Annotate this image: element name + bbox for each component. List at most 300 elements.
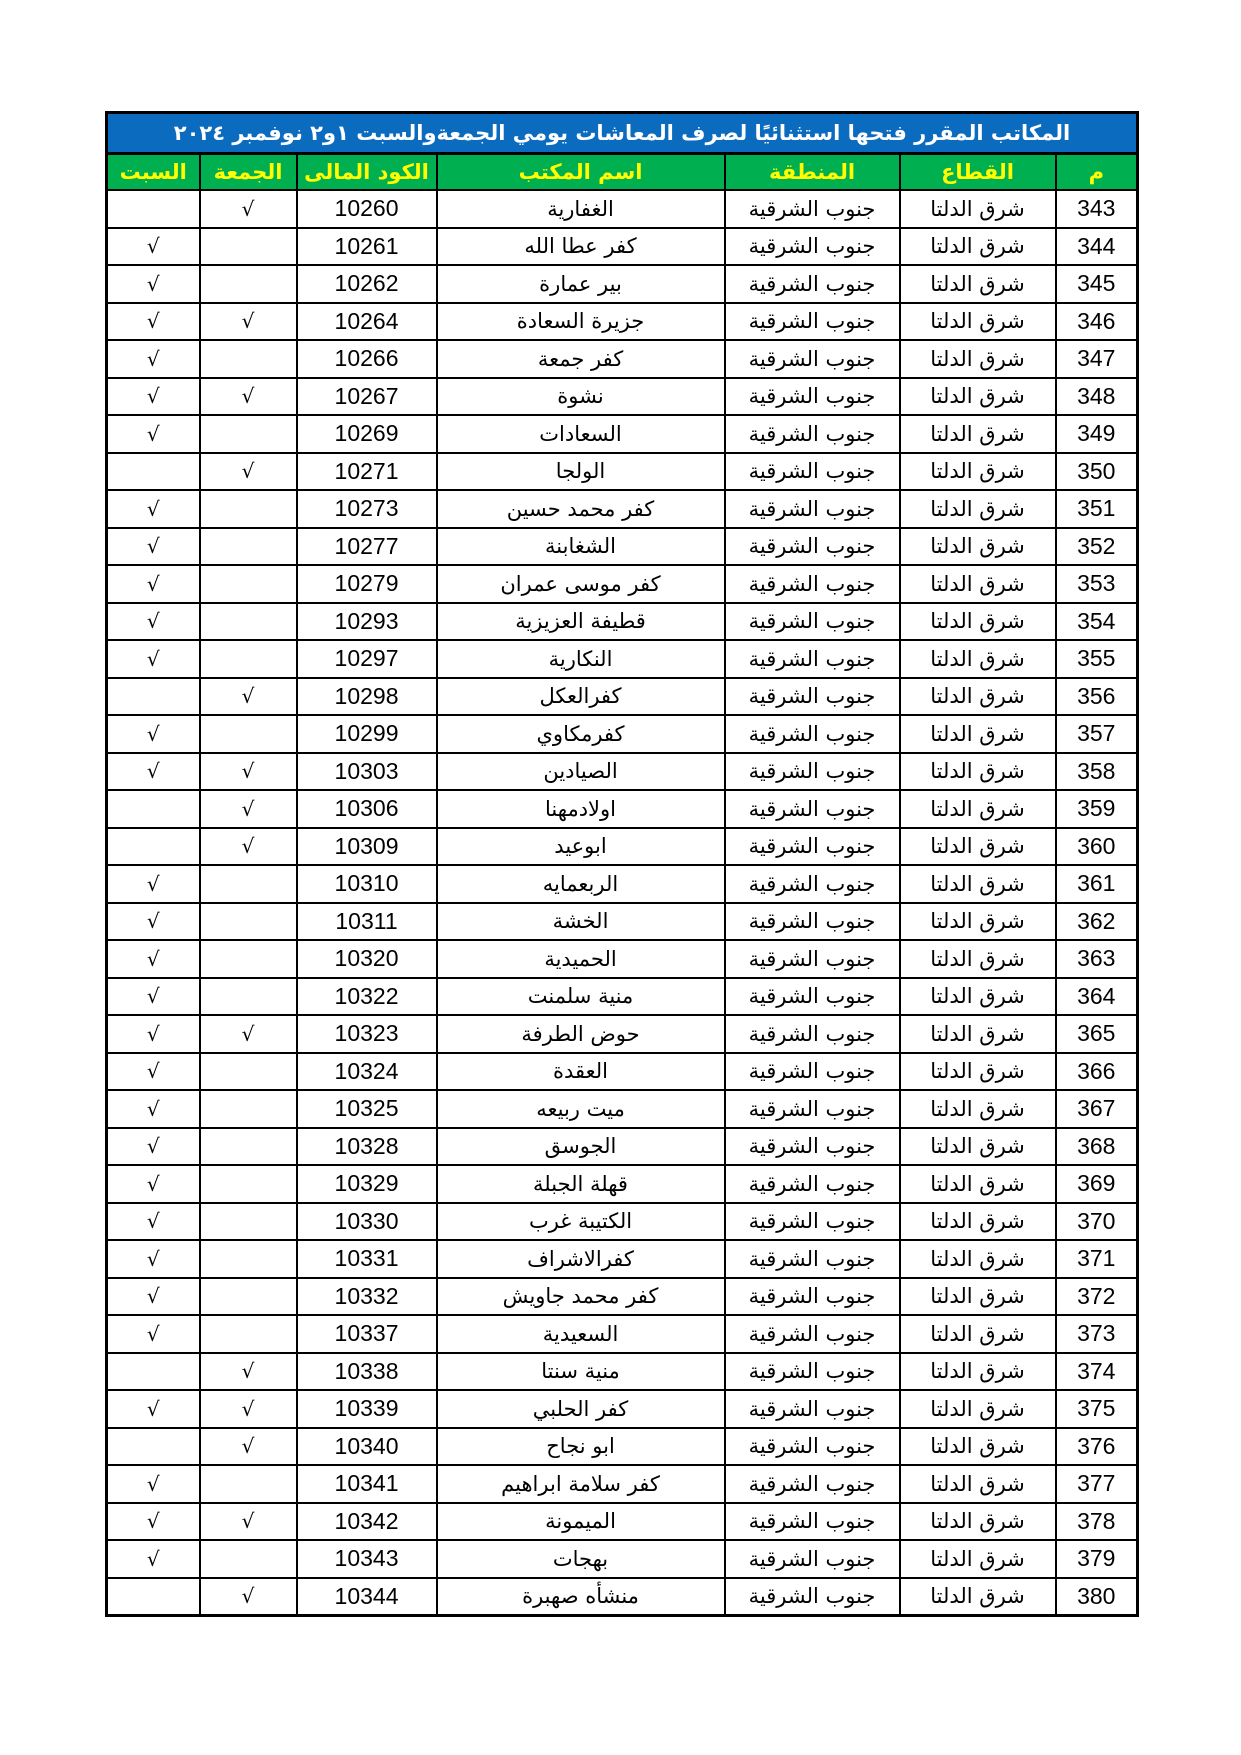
row-number: 343 (1056, 190, 1138, 228)
saturday-check-cell (107, 1503, 200, 1541)
friday-check-cell (200, 1165, 297, 1203)
friday-check-cell (200, 228, 297, 266)
sector-cell: شرق الدلتا (900, 1165, 1056, 1203)
check-mark-icon: √ (241, 1509, 255, 1534)
table-row (107, 190, 1138, 228)
friday-check-cell (200, 1128, 297, 1166)
saturday-check-cell (107, 790, 200, 828)
header-sector: القطاع (900, 154, 1056, 191)
saturday-check-cell (107, 678, 200, 716)
row-number: 350 (1056, 453, 1138, 491)
saturday-check-cell (107, 1578, 200, 1616)
financial-code-cell: 10338 (297, 1353, 437, 1391)
table-row (107, 1278, 1138, 1316)
office-name-cell: النكارية (437, 640, 725, 678)
row-number: 378 (1056, 1503, 1138, 1541)
check-mark-icon: √ (146, 1509, 160, 1534)
office-name-cell: منية سلمنت (437, 978, 725, 1016)
table-row (107, 753, 1138, 791)
area-cell: جنوب الشرقية (725, 828, 900, 866)
area-cell: جنوب الشرقية (725, 715, 900, 753)
financial-code-cell: 10309 (297, 828, 437, 866)
sector-cell: شرق الدلتا (900, 303, 1056, 341)
area-cell: جنوب الشرقية (725, 903, 900, 941)
sector-cell: شرق الدلتا (900, 453, 1056, 491)
office-name-cell: الميمونة (437, 1503, 725, 1541)
financial-code-cell: 10260 (297, 190, 437, 228)
check-mark-icon: √ (241, 309, 255, 334)
office-name-cell: كفر جمعة (437, 340, 725, 378)
check-mark-icon: √ (146, 1134, 160, 1159)
check-mark-icon: √ (241, 1584, 255, 1609)
table-row (107, 790, 1138, 828)
financial-code-cell: 10332 (297, 1278, 437, 1316)
saturday-check-cell (107, 715, 200, 753)
row-number: 344 (1056, 228, 1138, 266)
friday-check-cell (200, 603, 297, 641)
area-cell: جنوب الشرقية (725, 190, 900, 228)
check-mark-icon: √ (146, 909, 160, 934)
sector-cell: شرق الدلتا (900, 1278, 1056, 1316)
row-number: 360 (1056, 828, 1138, 866)
financial-code-cell: 10339 (297, 1390, 437, 1428)
area-cell: جنوب الشرقية (725, 453, 900, 491)
table-title: المكاتب المقرر فتحها استثنائيًا لصرف المعاشات يومي الجمعةوالسبت ١و٢ نوفمبر ٢٠٢٤ (107, 113, 1138, 154)
friday-check-cell (200, 1428, 297, 1466)
saturday-check-cell (107, 1465, 200, 1503)
table-row (107, 1503, 1138, 1541)
saturday-check-cell (107, 1390, 200, 1428)
row-number: 359 (1056, 790, 1138, 828)
saturday-check-cell (107, 1165, 200, 1203)
area-cell: جنوب الشرقية (725, 640, 900, 678)
friday-check-cell (200, 828, 297, 866)
table-row (107, 603, 1138, 641)
financial-code-cell: 10328 (297, 1128, 437, 1166)
saturday-check-cell (107, 1128, 200, 1166)
friday-check-cell (200, 190, 297, 228)
office-name-cell: كفر الحلبي (437, 1390, 725, 1428)
saturday-check-cell (107, 490, 200, 528)
area-cell: جنوب الشرقية (725, 1578, 900, 1616)
header-code: الكود المالى (297, 154, 437, 191)
row-number: 370 (1056, 1203, 1138, 1241)
table-row (107, 565, 1138, 603)
table-row (107, 1315, 1138, 1353)
office-name-cell: كفر سلامة ابراهيم (437, 1465, 725, 1503)
office-name-cell: نشوة (437, 378, 725, 416)
financial-code-cell: 10330 (297, 1203, 437, 1241)
area-cell: جنوب الشرقية (725, 265, 900, 303)
sector-cell: شرق الدلتا (900, 1503, 1056, 1541)
sector-cell: شرق الدلتا (900, 1240, 1056, 1278)
check-mark-icon: √ (241, 834, 255, 859)
financial-code-cell: 10324 (297, 1053, 437, 1091)
financial-code-cell: 10344 (297, 1578, 437, 1616)
financial-code-cell: 10303 (297, 753, 437, 791)
office-name-cell: ميت ربيعه (437, 1090, 725, 1128)
area-cell: جنوب الشرقية (725, 1278, 900, 1316)
sector-cell: شرق الدلتا (900, 1315, 1056, 1353)
row-number: 348 (1056, 378, 1138, 416)
friday-check-cell (200, 1015, 297, 1053)
header-area: المنطقة (725, 154, 900, 191)
saturday-check-cell (107, 1053, 200, 1091)
saturday-check-cell (107, 978, 200, 1016)
header-no: م (1056, 154, 1138, 191)
area-cell: جنوب الشرقية (725, 1353, 900, 1391)
sector-cell: شرق الدلتا (900, 978, 1056, 1016)
sector-cell: شرق الدلتا (900, 1015, 1056, 1053)
check-mark-icon: √ (146, 571, 160, 596)
table-row (107, 415, 1138, 453)
sector-cell: شرق الدلتا (900, 415, 1056, 453)
row-number: 374 (1056, 1353, 1138, 1391)
sector-cell: شرق الدلتا (900, 1053, 1056, 1091)
sector-cell: شرق الدلتا (900, 828, 1056, 866)
friday-check-cell (200, 1503, 297, 1541)
header-office: اسم المكتب (437, 154, 725, 191)
table-row (107, 265, 1138, 303)
office-name-cell: الربعمايه (437, 865, 725, 903)
check-mark-icon: √ (146, 1209, 160, 1234)
friday-check-cell (200, 1090, 297, 1128)
saturday-check-cell (107, 228, 200, 266)
friday-check-cell (200, 265, 297, 303)
row-number: 365 (1056, 1015, 1138, 1053)
saturday-check-cell (107, 1315, 200, 1353)
sector-cell: شرق الدلتا (900, 1203, 1056, 1241)
table-row (107, 865, 1138, 903)
check-mark-icon: √ (146, 759, 160, 784)
table-row (107, 678, 1138, 716)
friday-check-cell (200, 640, 297, 678)
sector-cell: شرق الدلتا (900, 1128, 1056, 1166)
saturday-check-cell (107, 340, 200, 378)
row-number: 351 (1056, 490, 1138, 528)
financial-code-cell: 10267 (297, 378, 437, 416)
office-name-cell: العقدة (437, 1053, 725, 1091)
check-mark-icon: √ (146, 1059, 160, 1084)
friday-check-cell (200, 1203, 297, 1241)
area-cell: جنوب الشرقية (725, 678, 900, 716)
saturday-check-cell (107, 1090, 200, 1128)
area-cell: جنوب الشرقية (725, 1128, 900, 1166)
sector-cell: شرق الدلتا (900, 190, 1056, 228)
office-name-cell: جزيرة السعادة (437, 303, 725, 341)
saturday-check-cell (107, 1540, 200, 1578)
area-cell: جنوب الشرقية (725, 528, 900, 566)
financial-code-cell: 10306 (297, 790, 437, 828)
sector-cell: شرق الدلتا (900, 1090, 1056, 1128)
row-number: 372 (1056, 1278, 1138, 1316)
friday-check-cell (200, 903, 297, 941)
area-cell: جنوب الشرقية (725, 1240, 900, 1278)
friday-check-cell (200, 1353, 297, 1391)
sector-cell: شرق الدلتا (900, 715, 1056, 753)
area-cell: جنوب الشرقية (725, 1090, 900, 1128)
row-number: 371 (1056, 1240, 1138, 1278)
check-mark-icon: √ (146, 421, 160, 446)
check-mark-icon: √ (146, 646, 160, 671)
financial-code-cell: 10266 (297, 340, 437, 378)
area-cell: جنوب الشرقية (725, 1428, 900, 1466)
area-cell: جنوب الشرقية (725, 490, 900, 528)
friday-check-cell (200, 1278, 297, 1316)
check-mark-icon: √ (241, 1434, 255, 1459)
area-cell: جنوب الشرقية (725, 228, 900, 266)
row-number: 364 (1056, 978, 1138, 1016)
sector-cell: شرق الدلتا (900, 940, 1056, 978)
check-mark-icon: √ (146, 871, 160, 896)
row-number: 354 (1056, 603, 1138, 641)
financial-code-cell: 10261 (297, 228, 437, 266)
friday-check-cell (200, 303, 297, 341)
saturday-check-cell (107, 1278, 200, 1316)
table-row (107, 715, 1138, 753)
check-mark-icon: √ (241, 1396, 255, 1421)
office-name-cell: الخشة (437, 903, 725, 941)
table-row (107, 303, 1138, 341)
row-number: 363 (1056, 940, 1138, 978)
check-mark-icon: √ (146, 346, 160, 371)
office-name-cell: كفرالعكل (437, 678, 725, 716)
table-row (107, 1015, 1138, 1053)
row-number: 345 (1056, 265, 1138, 303)
area-cell: جنوب الشرقية (725, 340, 900, 378)
check-mark-icon: √ (241, 459, 255, 484)
check-mark-icon: √ (146, 234, 160, 259)
saturday-check-cell (107, 190, 200, 228)
office-name-cell: حوض الطرفة (437, 1015, 725, 1053)
friday-check-cell (200, 453, 297, 491)
financial-code-cell: 10262 (297, 265, 437, 303)
office-name-cell: بير عمارة (437, 265, 725, 303)
table-row (107, 453, 1138, 491)
table-row (107, 1465, 1138, 1503)
area-cell: جنوب الشرقية (725, 1503, 900, 1541)
office-name-cell: الجوسق (437, 1128, 725, 1166)
financial-code-cell: 10293 (297, 603, 437, 641)
sector-cell: شرق الدلتا (900, 1390, 1056, 1428)
office-name-cell: الغفارية (437, 190, 725, 228)
friday-check-cell (200, 753, 297, 791)
friday-check-cell (200, 340, 297, 378)
office-name-cell: كفر موسى عمران (437, 565, 725, 603)
financial-code-cell: 10269 (297, 415, 437, 453)
saturday-check-cell (107, 603, 200, 641)
check-mark-icon: √ (146, 496, 160, 521)
check-mark-icon: √ (146, 1396, 160, 1421)
office-name-cell: الولجا (437, 453, 725, 491)
office-name-cell: منشأه صهبرة (437, 1578, 725, 1616)
sector-cell: شرق الدلتا (900, 903, 1056, 941)
saturday-check-cell (107, 528, 200, 566)
financial-code-cell: 10322 (297, 978, 437, 1016)
check-mark-icon: √ (146, 384, 160, 409)
saturday-check-cell (107, 940, 200, 978)
friday-check-cell (200, 490, 297, 528)
sector-cell: شرق الدلتا (900, 1578, 1056, 1616)
friday-check-cell (200, 715, 297, 753)
row-number: 362 (1056, 903, 1138, 941)
check-mark-icon: √ (146, 946, 160, 971)
saturday-check-cell (107, 753, 200, 791)
saturday-check-cell (107, 303, 200, 341)
area-cell: جنوب الشرقية (725, 978, 900, 1016)
financial-code-cell: 10279 (297, 565, 437, 603)
area-cell: جنوب الشرقية (725, 940, 900, 978)
sector-cell: شرق الدلتا (900, 790, 1056, 828)
area-cell: جنوب الشرقية (725, 1540, 900, 1578)
financial-code-cell: 10271 (297, 453, 437, 491)
table-row (107, 640, 1138, 678)
area-cell: جنوب الشرقية (725, 415, 900, 453)
row-number: 367 (1056, 1090, 1138, 1128)
saturday-check-cell (107, 565, 200, 603)
check-mark-icon: √ (146, 1246, 160, 1271)
friday-check-cell (200, 865, 297, 903)
saturday-check-cell (107, 265, 200, 303)
area-cell: جنوب الشرقية (725, 1315, 900, 1353)
friday-check-cell (200, 1315, 297, 1353)
office-name-cell: كفرالاشراف (437, 1240, 725, 1278)
row-number: 369 (1056, 1165, 1138, 1203)
check-mark-icon: √ (146, 1321, 160, 1346)
office-name-cell: الكتيبة غرب (437, 1203, 725, 1241)
office-name-cell: كفر عطا الله (437, 228, 725, 266)
row-number: 366 (1056, 1053, 1138, 1091)
saturday-check-cell (107, 1240, 200, 1278)
area-cell: جنوب الشرقية (725, 1465, 900, 1503)
table-body (107, 190, 1138, 1616)
check-mark-icon: √ (146, 309, 160, 334)
area-cell: جنوب الشرقية (725, 753, 900, 791)
area-cell: جنوب الشرقية (725, 1165, 900, 1203)
row-number: 352 (1056, 528, 1138, 566)
check-mark-icon: √ (146, 1284, 160, 1309)
saturday-check-cell (107, 1353, 200, 1391)
friday-check-cell (200, 978, 297, 1016)
office-name-cell: كفرمكاوي (437, 715, 725, 753)
table-row (107, 378, 1138, 416)
area-cell: جنوب الشرقية (725, 865, 900, 903)
check-mark-icon: √ (146, 271, 160, 296)
area-cell: جنوب الشرقية (725, 1203, 900, 1241)
row-number: 346 (1056, 303, 1138, 341)
sector-cell: شرق الدلتا (900, 265, 1056, 303)
sector-cell: شرق الدلتا (900, 753, 1056, 791)
table-row (107, 528, 1138, 566)
friday-check-cell (200, 1465, 297, 1503)
friday-check-cell (200, 678, 297, 716)
saturday-check-cell (107, 453, 200, 491)
area-cell: جنوب الشرقية (725, 565, 900, 603)
office-name-cell: كفر محمد حسين (437, 490, 725, 528)
friday-check-cell (200, 940, 297, 978)
office-name-cell: منية سنتا (437, 1353, 725, 1391)
check-mark-icon: √ (241, 384, 255, 409)
saturday-check-cell (107, 1015, 200, 1053)
financial-code-cell: 10340 (297, 1428, 437, 1466)
sector-cell: شرق الدلتا (900, 528, 1056, 566)
table-row (107, 1165, 1138, 1203)
saturday-check-cell (107, 828, 200, 866)
header-saturday: السبت (107, 154, 200, 191)
saturday-check-cell (107, 640, 200, 678)
friday-check-cell (200, 528, 297, 566)
sector-cell: شرق الدلتا (900, 1540, 1056, 1578)
check-mark-icon: √ (146, 1471, 160, 1496)
saturday-check-cell (107, 1428, 200, 1466)
check-mark-icon: √ (146, 1096, 160, 1121)
table-row (107, 228, 1138, 266)
sector-cell: شرق الدلتا (900, 1353, 1056, 1391)
check-mark-icon: √ (146, 534, 160, 559)
office-name-cell: الحميدية (437, 940, 725, 978)
financial-code-cell: 10342 (297, 1503, 437, 1541)
sector-cell: شرق الدلتا (900, 565, 1056, 603)
check-mark-icon: √ (146, 1171, 160, 1196)
row-number: 368 (1056, 1128, 1138, 1166)
table-row (107, 1203, 1138, 1241)
table-row (107, 1090, 1138, 1128)
table-row (107, 828, 1138, 866)
table-row (107, 1390, 1138, 1428)
sector-cell: شرق الدلتا (900, 1428, 1056, 1466)
friday-check-cell (200, 1578, 297, 1616)
friday-check-cell (200, 378, 297, 416)
row-number: 376 (1056, 1428, 1138, 1466)
financial-code-cell: 10329 (297, 1165, 437, 1203)
office-name-cell: اولادمهنا (437, 790, 725, 828)
saturday-check-cell (107, 1203, 200, 1241)
table-row (107, 1240, 1138, 1278)
sector-cell: شرق الدلتا (900, 865, 1056, 903)
sector-cell: شرق الدلتا (900, 378, 1056, 416)
area-cell: جنوب الشرقية (725, 603, 900, 641)
friday-check-cell (200, 1540, 297, 1578)
office-name-cell: كفر محمد جاويش (437, 1278, 725, 1316)
friday-check-cell (200, 565, 297, 603)
saturday-check-cell (107, 378, 200, 416)
area-cell: جنوب الشرقية (725, 1053, 900, 1091)
table-row (107, 1128, 1138, 1166)
row-number: 375 (1056, 1390, 1138, 1428)
row-number: 349 (1056, 415, 1138, 453)
office-name-cell: ابوعيد (437, 828, 725, 866)
check-mark-icon: √ (241, 196, 255, 221)
financial-code-cell: 10323 (297, 1015, 437, 1053)
sector-cell: شرق الدلتا (900, 1465, 1056, 1503)
financial-code-cell: 10320 (297, 940, 437, 978)
sector-cell: شرق الدلتا (900, 340, 1056, 378)
office-name-cell: الشغابنة (437, 528, 725, 566)
financial-code-cell: 10298 (297, 678, 437, 716)
table-row (107, 940, 1138, 978)
title-row (107, 113, 1138, 154)
table-row (107, 490, 1138, 528)
office-name-cell: الصيادين (437, 753, 725, 791)
row-number: 377 (1056, 1465, 1138, 1503)
row-number: 358 (1056, 753, 1138, 791)
friday-check-cell (200, 415, 297, 453)
row-number: 361 (1056, 865, 1138, 903)
financial-code-cell: 10311 (297, 903, 437, 941)
office-name-cell: قهلة الجبلة (437, 1165, 725, 1203)
check-mark-icon: √ (146, 721, 160, 746)
sector-cell: شرق الدلتا (900, 603, 1056, 641)
